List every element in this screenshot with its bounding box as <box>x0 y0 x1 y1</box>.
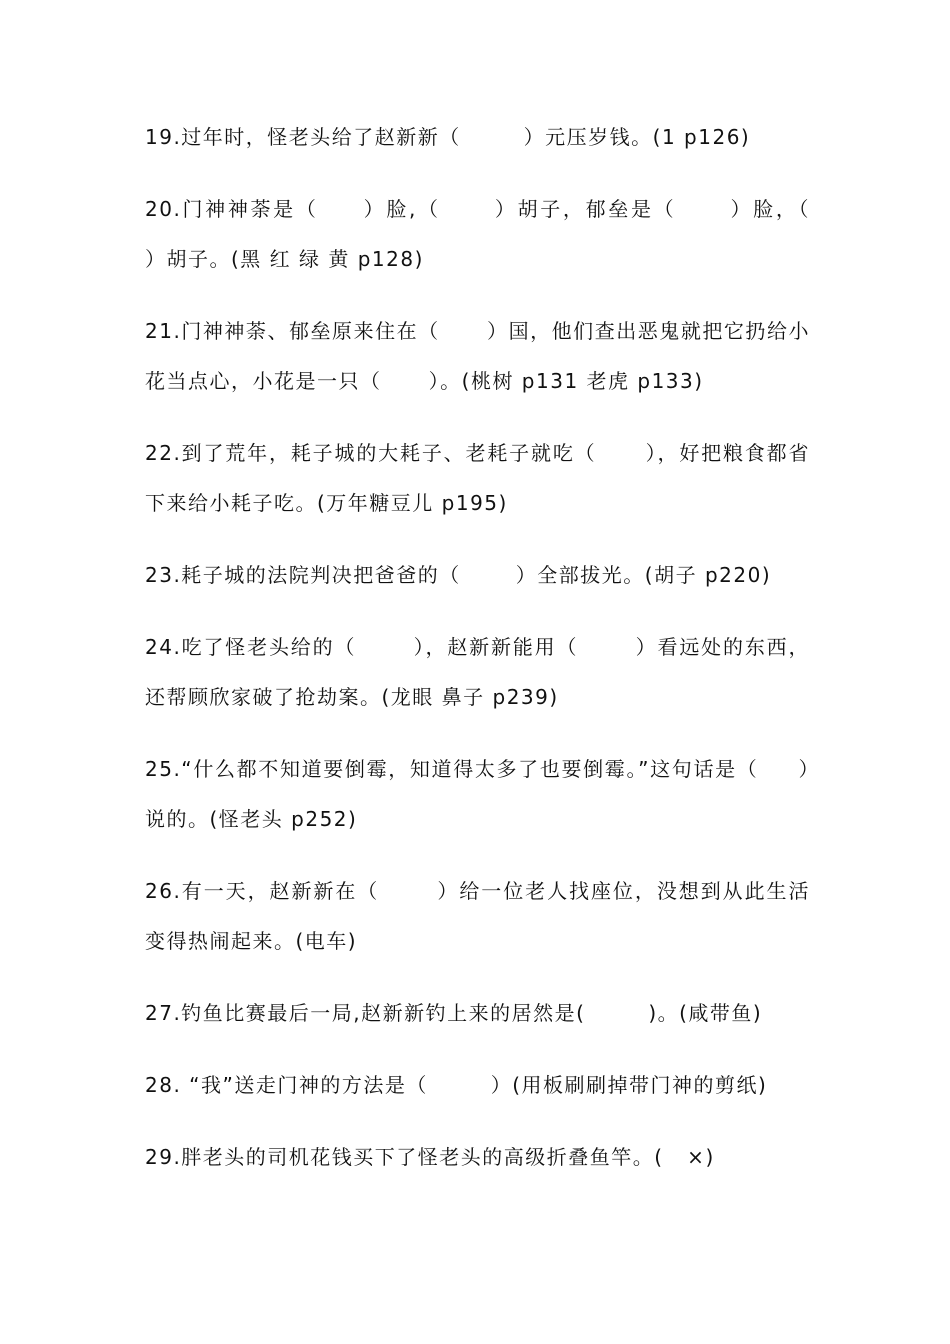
question-24: 24.吃了怪老头给的（ ），赵新新能用（ ）看远处的东西，还帮顾欣家破了抢劫案。(龙眼 鼻子 p239) <box>145 635 810 709</box>
question-29: 29.胖老头的司机花钱买下了怪老头的高级折叠鱼竿。( ×) <box>145 1145 715 1169</box>
question-list <box>145 112 850 1204</box>
question-20: 20.门神神荼是（ ）脸,（ ）胡子，郁垒是（ ）脸，（ ）胡子。(黑 红 绿 黄 p128) <box>145 197 850 271</box>
question-21: 21.门神神荼、郁垒原来住在（ ）国，他们查出恶鬼就把它扔给小花当点心，小花是一只（ ）。(桃树 p131 老虎 p133) <box>145 319 810 393</box>
question-27: 27.钓鱼比赛最后一局,赵新新钓上来的居然是( )。(咸带鱼) <box>145 1001 763 1025</box>
question-23: 23.耗子城的法院判决把爸爸的（ ）全部拔光。(胡子 p220) <box>145 563 772 587</box>
question-26: 26.有一天，赵新新在（ ）给一位老人找座位，没想到从此生活变得热闹起来。(电车) <box>145 879 810 953</box>
question-22: 22.到了荒年，耗子城的大耗子、老耗子就吃（ ），好把粮食都省下来给小耗子吃。(万年糖豆儿 p195) <box>145 441 810 515</box>
question-28: 28. “我”送走门神的方法是（ ）(用板刷刷掉带门神的剪纸) <box>145 1073 768 1097</box>
question-19: 19.过年时，怪老头给了赵新新（ ）元压岁钱。(1 p126) <box>145 125 751 149</box>
question-25: 25.“什么都不知道要倒霉，知道得太多了也要倒霉。”这句话是（ ）说的。(怪老头 p252) <box>145 757 810 831</box>
